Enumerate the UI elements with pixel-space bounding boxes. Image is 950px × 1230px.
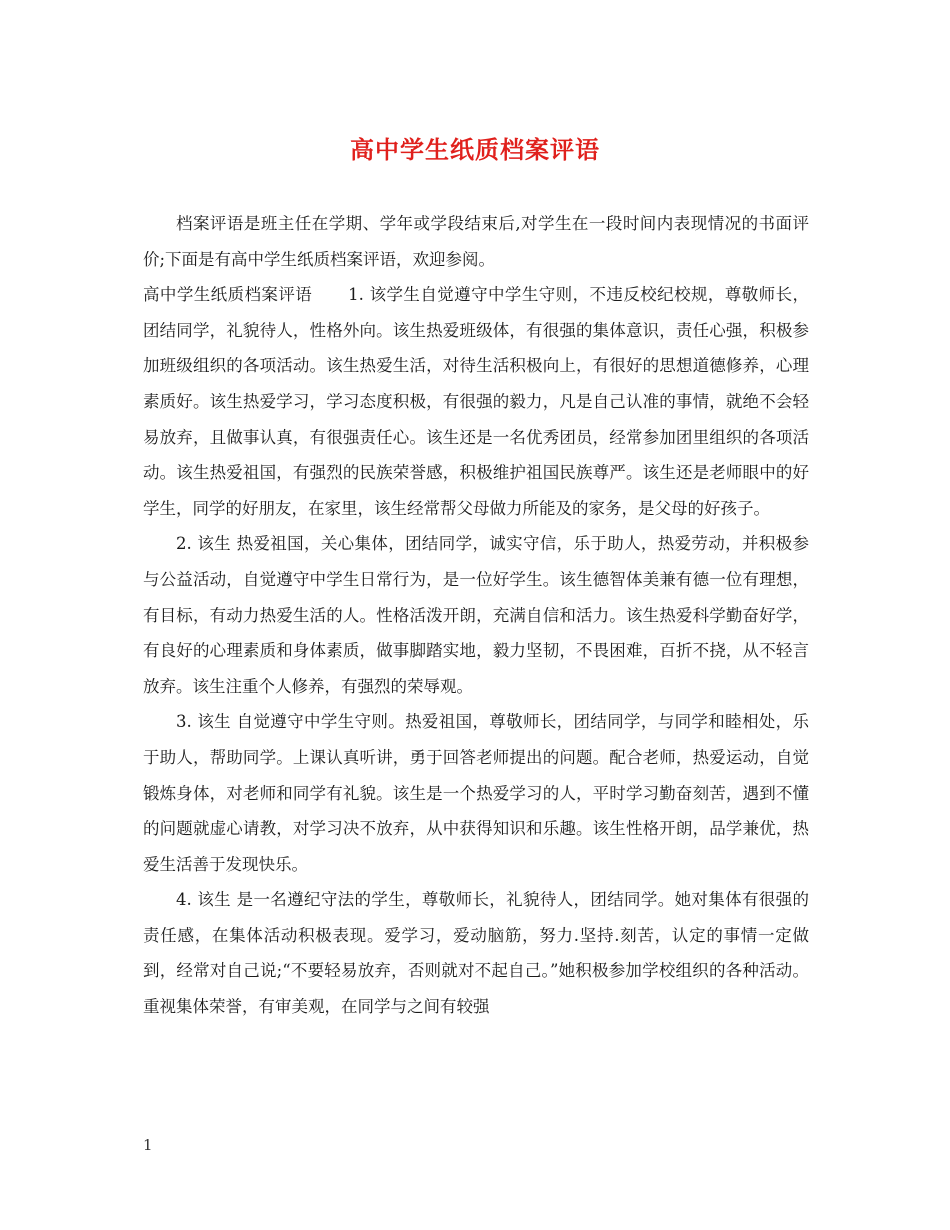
- comment-paragraph-3: 3. 该生 自觉遵守中学生守则。热爱祖国，尊敬师长，团结同学，与同学和睦相处，乐于助人，帮助同学。上课认真听讲，勇于回答老师提出的问题。配合老师，热爱运动，自觉锻炼身体，对老师和同学有礼貌。该生是一个热爱学习的人，平时学习勤奋刻苦，遇到不懂的问题就虚心请教，对学习决不放弃，从中获得知识和乐趣。该生性格开朗，品学兼优，热爱生活善于发现快乐。: [143, 712, 809, 874]
- document-body: [143, 206, 809, 1025]
- document-title: 高中学生纸质档案评语: [350, 135, 600, 164]
- comment-paragraph-1: [143, 277, 809, 526]
- section-label: 高中学生纸质档案评语: [143, 285, 313, 305]
- page-number: 1: [143, 1136, 153, 1154]
- intro-paragraph: 档案评语是班主任在学期、学年或学段结束后,对学生在一段时间内表现情况的书面评价;下面是有高中学生纸质档案评语，欢迎参阅。: [143, 214, 809, 269]
- comment-paragraph-4: 4. 该生 是一名遵纪守法的学生，尊敬师长，礼貌待人，团结同学。她对集体有很强的责任感，在集体活动积极表现。爱学习，爱动脑筋，努力.坚持.刻苦，认定的事情一定做到，经常对自己说;“不要轻易放弃，否则就对不起自己。”她积极参加学校组织的各种活动。重视集体荣誉，有审美观，在同学与之间有较强: [143, 890, 809, 1017]
- comment-1-text: 1. 该学生自觉遵守中学生守则，不违反校纪校规，尊敬师长，团结同学，礼貌待人，性格外向。该生热爱班级体，有很强的集体意识，责任心强，积极参加班级组织的各项活动。该生热爱生活，对待生活积极向上，有很好的思想道德修养，心理素质好。该生热爱学习，学习态度积极，有很强的毅力，凡是自己认准的事情，就绝不会轻易放弃，且做事认真，有很强责任心。该生还是一名优秀团员，经常参加团里组织的各项活动。该生热爱祖国，有强烈的民族荣誉感，积极维护祖国民族尊严。该生还是老师眼中的好学生，同学的好朋友，在家里，该生经常帮父母做力所能及的家务，是父母的好孩子。: [143, 285, 809, 518]
- comment-paragraph-2: 2. 该生 热爱祖国，关心集体，团结同学，诚实守信，乐于助人，热爱劳动，并积极参与公益活动，自觉遵守中学生日常行为，是一位好学生。该生德智体美兼有德一位有理想，有目标，有动力热爱生活的人。性格活泼开朗，充满自信和活力。该生热爱科学勤奋好学，有良好的心理素质和身体素质，做事脚踏实地，毅力坚韧，不畏困难，百折不挠，从不轻言放弃。该生注重个人修养，有强烈的荣辱观。: [143, 534, 809, 696]
